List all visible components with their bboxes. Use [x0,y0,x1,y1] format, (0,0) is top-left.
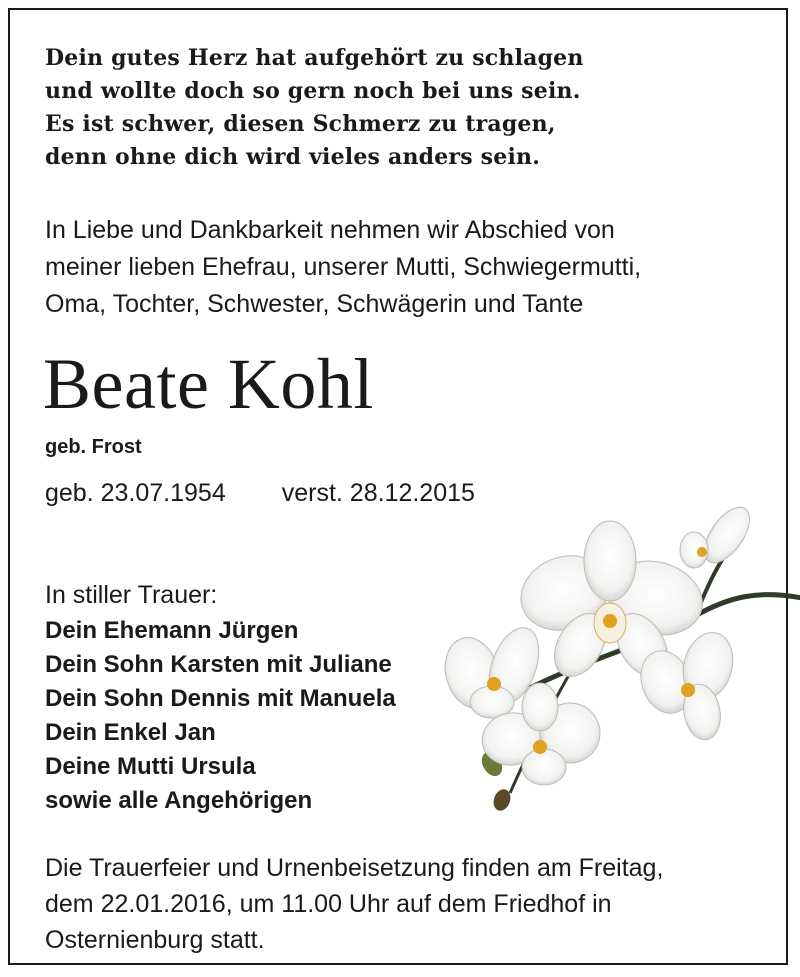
farewell-intro [45,212,641,323]
mourner: Dein Sohn Karsten mit Juliane [45,651,392,678]
white-orchid-icon [440,498,800,818]
intro-line: In Liebe und Dankbarkeit nehmen wir Abschied von [45,216,615,244]
mourner: sowie alle Angehörigen [45,787,313,814]
intro-line: meiner lieben Ehefrau, unserer Mutti, Schwiegermutti, [45,253,642,281]
mourner: Dein Sohn Dennis mit Manuela [45,685,396,712]
intro-line: Oma, Tochter, Schwester, Schwägerin und Tante [45,290,584,318]
funeral-service-info [45,850,663,958]
mourner: Dein Enkel Jan [45,719,216,746]
mourning-label: In stiller Trauer: [45,581,218,609]
maiden-name: geb. Frost [45,436,142,458]
service-line: Die Trauerfeier und Urnenbeisetzung finden am Freitag, [45,854,664,882]
verse-line: und wollte doch so gern noch bei uns sein. [45,78,581,104]
birth-date: geb. 23.07.1954 [45,479,226,507]
mourner: Deine Mutti Ursula [45,753,256,780]
mourners-list [45,614,396,818]
mourner: Dein Ehemann Jürgen [45,617,299,644]
life-dates [45,476,475,510]
service-line: Osternienburg statt. [45,926,265,954]
verse-line: Es ist schwer, diesen Schmerz zu tragen, [45,111,556,137]
memorial-verse [45,42,584,174]
verse-line: Dein gutes Herz hat aufgehört zu schlagen [45,45,584,71]
obituary-notice [8,8,788,965]
death-date: verst. 28.12.2015 [281,479,475,507]
verse-line: denn ohne dich wird vieles anders sein. [45,144,541,170]
deceased-name: Beate Kohl [43,344,374,424]
service-line: dem 22.01.2016, um 11.00 Uhr auf dem Friedhof in [45,890,612,918]
